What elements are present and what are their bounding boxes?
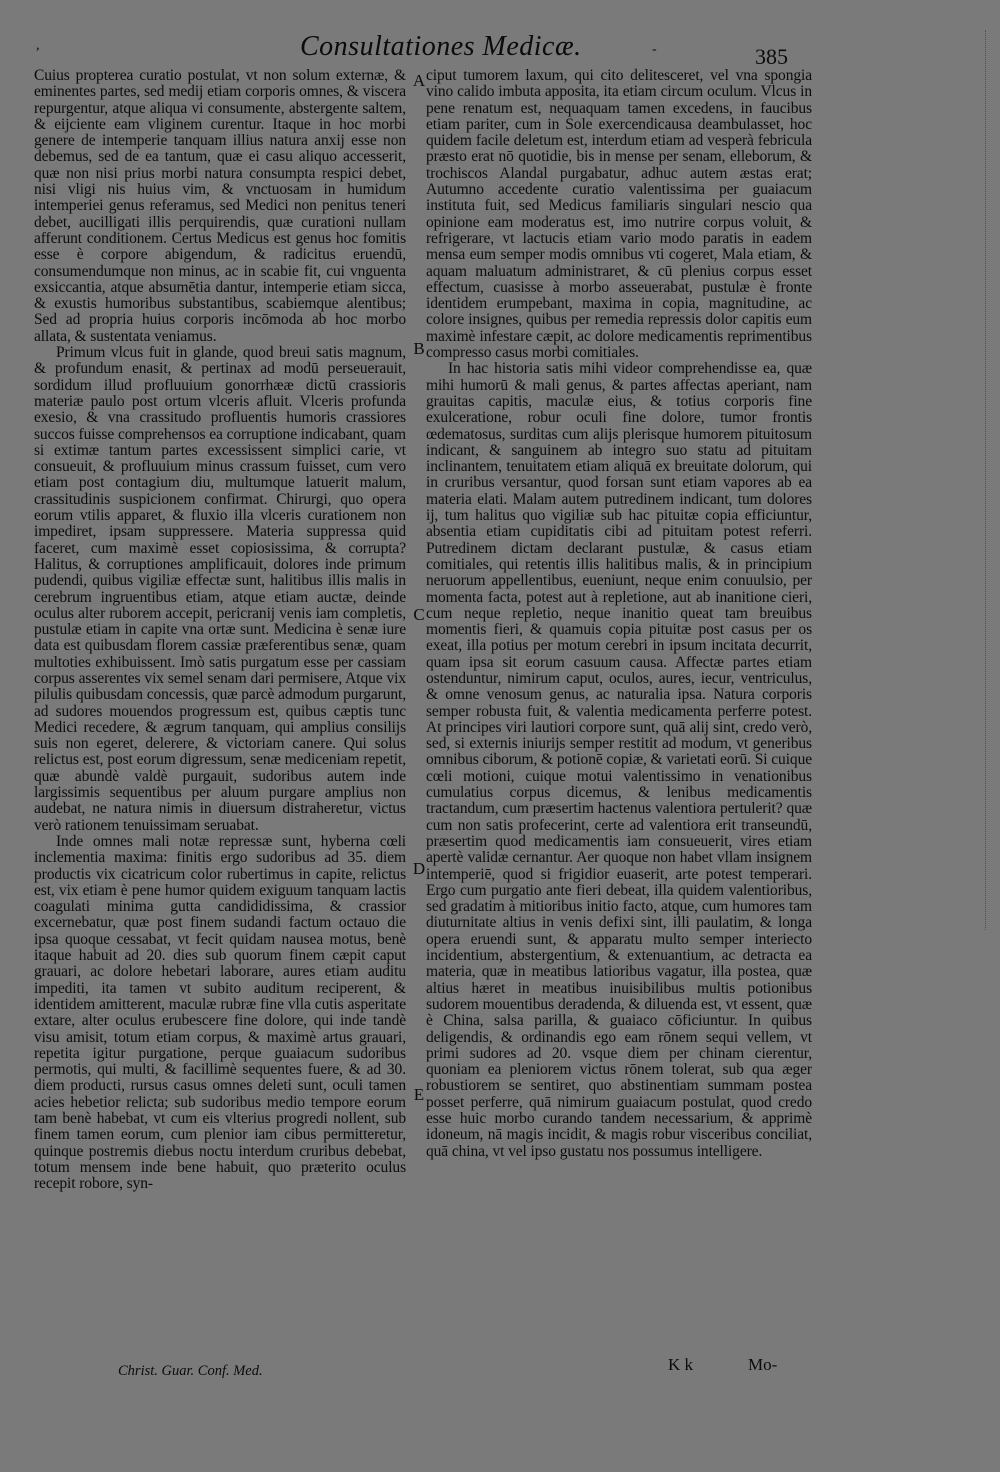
- section-marker-c: C: [413, 605, 425, 624]
- paragraph: Inde omnes mali notæ repressæ sunt, hyberna cœli inclementia maxima: finitis ergo sudoribus ad 35. diem productis vix cicatricum color rubertimus in capite, relictus est, vix etiam è pene humor quidem exiguum tanquam lactis coagulati minima gutta candididissima, & crassior excernebatur, quæ post finem sudandi factum octauo die ipsa quoque cessabat, vt fecit quidam nausea motus, benè itaque habuit ad 20. dies sub quorum finem cæpit caput grauari, ac dolore hebetari laborare, aures etiam auditu impediti, ita tamen vt subito auditum reciperent, & identidem amitterent, maculæ rubræ fine vlla cutis asperitate extare, alter oculus erubescere fine dolore, qui inde tandè visu amisit, totum etiam corpus, & maximè artus grauari, repetita igitur purgatione, perque guaiacum sudoribus permotis, qui multi, & facillimè sequentes fuere, & ad 30. diem producti, rursus casus omnes deleti sunt, oculi tamen acies hebetior relicta; sub sudoribus medio tempore eorum tam benè habebat, vt cum eis vlterius progredi nollent, sub finem tamen eorum, cum plenior iam cibus permitteretur, quinque postremis diebus noctu interdum cruribus debebat, totum mensem inde bene habuit, quo præterito oculus recepit robore, syn-: [34, 832, 406, 1193]
- printer-signature: Christ. Guar. Conf. Med.: [118, 1363, 263, 1379]
- left-text-column: [34, 68, 406, 1192]
- header-dash: -: [652, 42, 657, 57]
- page-edge-shadow: [985, 30, 998, 930]
- right-text-column: [426, 68, 812, 1160]
- paragraph: In hac historia satis mihi videor comprehendisse ea, quæ mihi humorū & mali genus, & partes affectas aperiant, nam grauitas capitis, maculæ eius, & totius corporis fine exulceratione, robur oculi fine dolore, tumor frontis œdematosus, surditas cum alijs plerisque humorem pituitosum indicant, & sanguinem ab integro suo statu ad pituitam inclinantem, tenuitatem etiam aliquā ex breuitate dolorum, qui in cruribus versantur, quod forsan sunt etiam vapores ab ea materia elati. Malam autem putredinem indicant, tum dolores ij, tum halitus quo vigiliæ sub hac pituitæ copia efficiuntur, absentia etiam cupiditatis cibi ad pituitam potest referri. Putredinem dictam declarant pustulæ, & casus etiam comitiales, qui retentis illis halitibus malis, & in principium neruorum appellentibus, eueniunt, neque enim conuulsio, per momenta facta, potest aut à repletione, aut ab inanitione cieri, cum neque repletio, neque inanitio queat tam breuibus momentis fieri, & quamuis copia pituitæ post casus per os exeat, illa potius per motum cerebri in ipsum incitata decurrit, quam ipsa sit eorum casuum causa. Affectæ partes etiam ostenduntur, nimirum caput, oculos, aures, iecur, ventriculus, & omne venosum genus, ac naturalia ipsa. Natura corporis semper robusta fuit, & valentia medicamenta perferre potest. At principes viri lautiori corpore sunt, quā alij sint, credo verò, sed, si externis iniurijs semper restitit ad modum, vt generibus omnibus ciborum, & potionē copiæ, & varietati eorū. Si cuique cœli motioni, cuique motui valentissimo in venationibus cumulatius corpus dicemus, & lenibus medicamentis tractandum, cum præsertim hactenus valentiora pertulerit? quæ cum non satis profecerint, certe ad valentiora erit transeundū, præsertim quod medicamentis iam consueuerit, vires etiam apertè validæ cernantur. Aer quoque non habet vllam insignem intemperiē, quod si frigidior euaserit, arte potest temperari. Ergo cum purgatio ante fieri debeat, illa quidem valentioribus, sed gradatim à mitioribus initio facto, atque, cum humores tam diuturnitate altius in venis defixi sint, illi paulatim, & longa opera eruendi sunt, & apparatu multo semper interiecto incidentium, abstergentium, & extenuantium, ac detracta ea materia, quæ in meatibus latioribus vagatur, illa postea, quæ altius hæret in meatibus inuisibilibus multis potionibus sudorem mouentibus deradenda, & diluenda est, vt essent, quæ è China, salsa parilla, & guaiaco cōficiuntur. In quibus deligendis, & ordinandis ego eam rōnem sequi vellem, vt primi sudores ad 20. vsque diem per chinam cierentur, quoniam ea pleniorem victus rōnem tolerat, sub qua æger robustiorem se sentiret, quo abstinentiam summam postea posset perferre, quā nimirum guaiacum postulat, quod credo esse huic morbo curando tandem necessarium, & apprimè idoneum, nā magis incidit, & magis robur visceribus conciliat, quā china, vt vel ipso gustatu nos possumus intelligere.: [426, 360, 812, 1160]
- paragraph: ciput tumorem laxum, qui cito delitesceret, vel vna spongia vino calido imbuta apposita, ita etiam circum oculum. Vlcus in pene renatum est, nequaquam tamen excedens, in faucibus etiam pariter, cum in Sole exercendicausa deambulasset, hoc quidem facile deletum est, interdum etiam ad vesperà febricula præsto erat nō quotidie, bis in mense per senam, elleborum, & trochiscos Alandal purgabatur, adhuc autem æstas erat; Autumno accedente curatio valentissima per guaiacum instituta fuit, sed Medicus familiaris singulari nescio qua opinione eam moderatus est, imo nutrire corpus voluit, & refrigerare, vt lactucis etiam vario modo paratis in eadem mensa eum semper modis omnibus vti cogeret, Mala etiam, & aquam maluatum administraret, & cū plenius corpus esset effectum, cuasisse à morbo asseuerabat, pustulæ è fronte identidem erumpebant, maxima in copia, magnitudine, ac colore insignes, quibus per remedia repressis dolor capitis eum maximè infestare cæpit, ac dolore medicamentis reprimentibus compresso casus morbi comitiales.: [426, 67, 812, 362]
- catchword: Mo-: [748, 1355, 778, 1374]
- section-marker-b: B: [413, 339, 425, 358]
- page-number: 385: [755, 44, 788, 69]
- section-marker-e: E: [413, 1085, 425, 1104]
- paragraph: Cuius propterea curatio postulat, vt non solum externæ, & eminentes partes, sed medij etiam corporis omnes, & viscera repurgentur, atque aliqua vi consumente, abstergente saltem, & eijciente eam vliginem curentur. Itaque in hoc morbi genere de intemperie tanquam illius natura anxij esse non debemus, sed de ea tantum, quæ ei casu aliquo accesserit, quæ non nisi prius morbi natura consumpta respici debet, nisi vligi nis huius vim, & vnctuosam in humidum intemperiei genus referamus, sed Medici non penitus teneri debet, aucilligati illis perquirendis, quæ curationi nullam afferunt conditionem. Certus Medicus est genus hoc fomitis esse è corpore abigendum, & radicitus eruendū, consumendumque non minus, ac in scabie fit, cui vnguenta exsiccantia, atque absumētia dantur, intemperie etiam sicca, & exustis humoribus substantibus, scabiemque alentibus; Sed ad propria huius corporis incōmoda ab hoc morbo allata, & sustentata veniamus.: [34, 67, 406, 345]
- margin-mark: ,: [36, 38, 40, 53]
- paragraph: Primum vlcus fuit in glande, quod breui satis magnum, & profundum enasit, & pertinax ad modū perseuerauit, sordidum illud profluuium gonorrhææ dictū crassioris materiæ paulo post ortum vlceris afluit. Vlceris profunda exesio, & vna crassitudo profluentis humoris crassiores succos fuisse comprehensos ea corruptione indicabant, quam si extimæ tantum partes excessissent simplici carie, vt consueuit, & profluuium minus crassum fuisset, cum vero etiam post contagium diu, multumque latuerit malum, crassitudinis suspicionem confirmat. Chirurgi, quo opera eorum vtilis apparet, & fluxio illa vlceris curationem non impediret, ipsam suppressere. Materia suppressa quid faceret, cum maximè esset copiosissima, & corrupta? Halitus, & corruptiones amplificauit, dolores inde primum pudendi, quibus vigiliæ effectæ sunt, halitibus illis malis in cerebrum ingruentibus etiam, atque etiam auctæ, deinde oculus alter ruborem accepit, pericranij venis iam completis, pustulæ etiam in capite vna ortæ sunt. Medicina è senæ iure data est quibusdam florem cassiæ præferentibus senæ, quam multoties exhibuissent. Imò satis purgatum esse per cassiam corpus asserentes vix semel senam dari permisere, Atque vix pilulis quibusdam concessis, quæ parcè admodum purgarunt, ad sudores mouendos progressum est, quibus cæptis tunc Medici recedere, & ægrum tanquam, qui amplius consilijs suis non egeret, delerere, & victoriam canere. Qui solus relictus est, post eorum digressum, senæ mediceniam repetit, quæ abundè valdè purgauit, sudoribus autem inde largissimis sequentibus per aluum purgare amplius non audebat, ne natura nimis in diuersum distraheretur, victus verò rationem tenuissimam seruabat.: [34, 344, 406, 834]
- section-marker-a: A: [412, 71, 426, 90]
- gathering-signature: K k: [668, 1355, 694, 1374]
- section-marker-d: D: [412, 859, 426, 878]
- running-title: Consultationes Medicæ.: [300, 31, 582, 62]
